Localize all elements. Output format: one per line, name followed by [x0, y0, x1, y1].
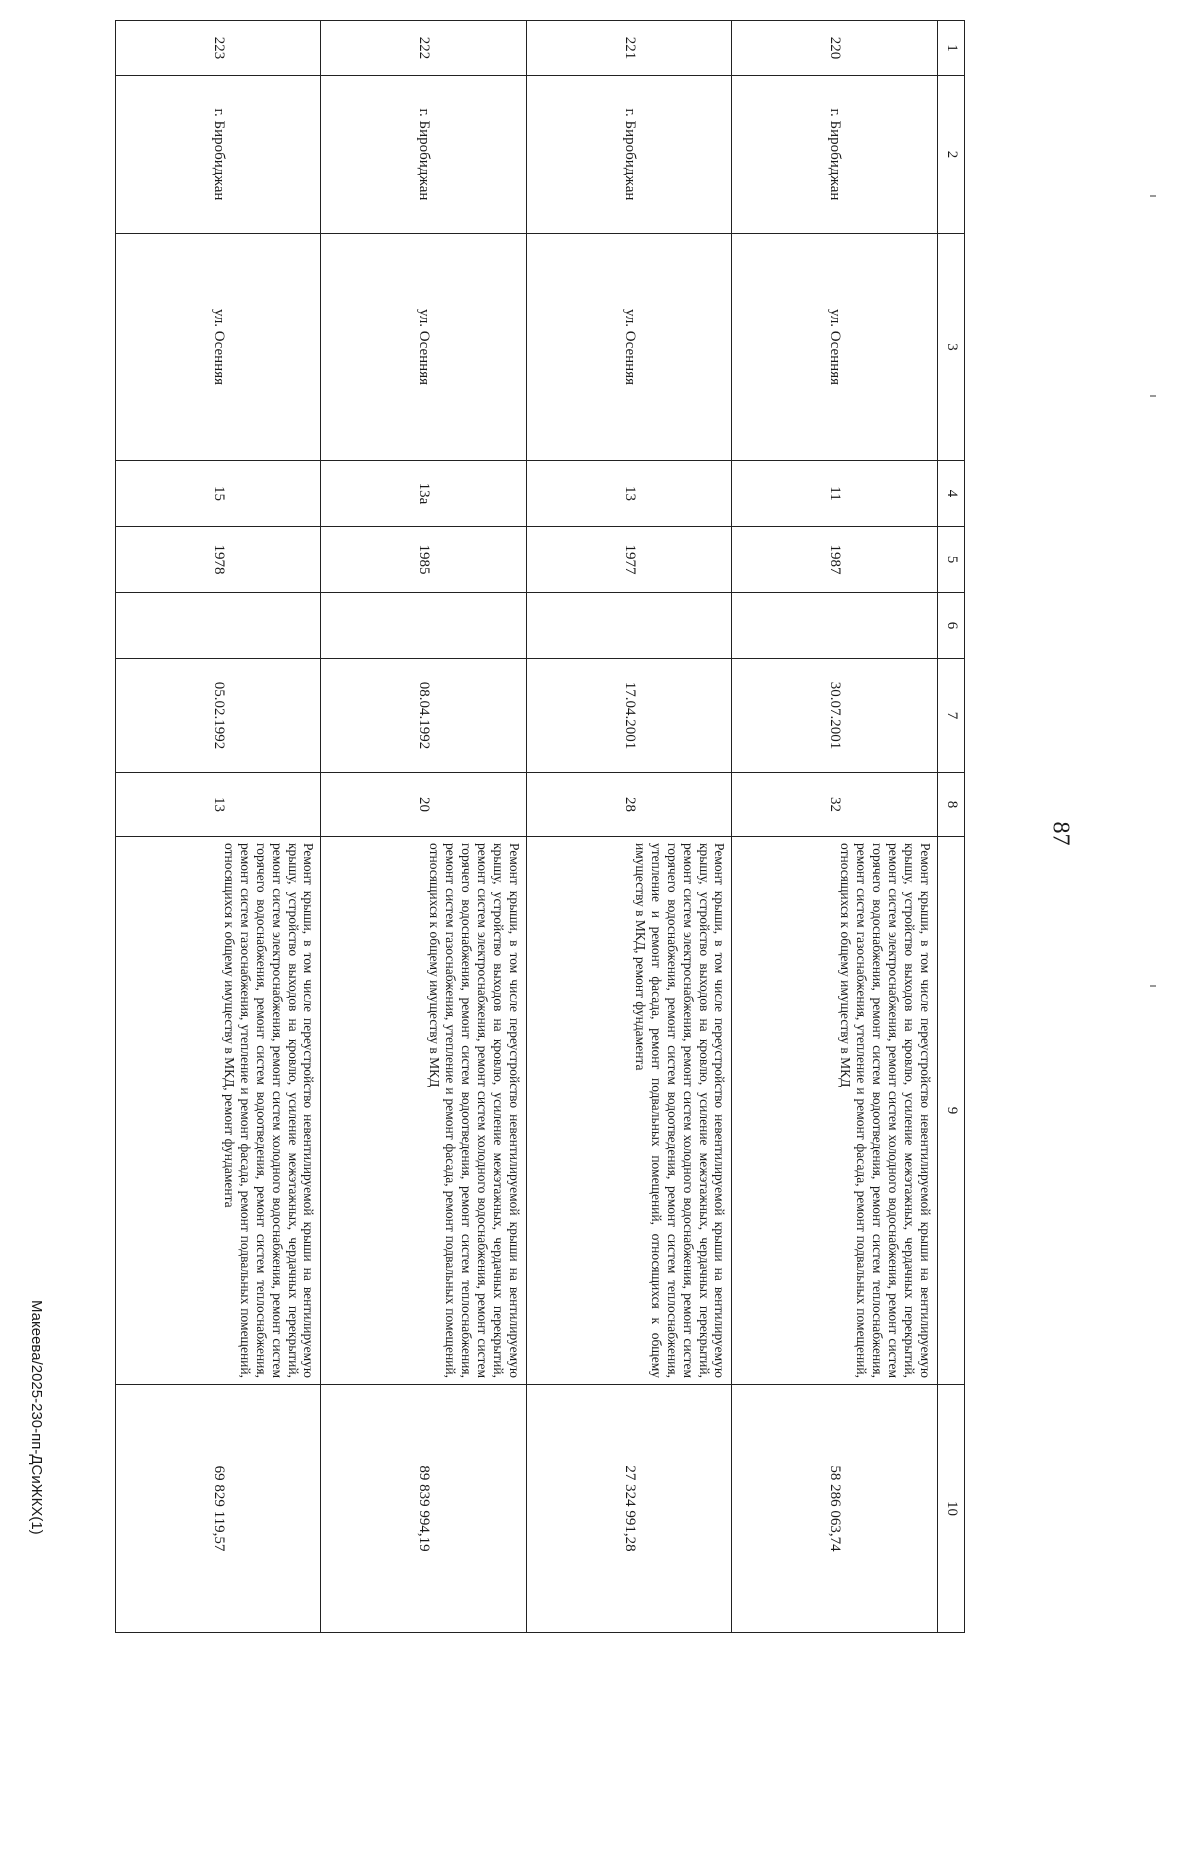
cost-cell: 58 286 063,74: [732, 1385, 938, 1633]
street-cell: ул. Осенняя: [321, 234, 527, 461]
empty-cell: [321, 593, 527, 659]
column-number-row: [938, 21, 965, 1633]
works-cell: Ремонт крыши, в том числе переустройство невентилируемой крыши на вентилируемую крышу, устройство выходов на кровлю, усиление межэтажных, чердачных перекрытий, ремонт систем электроснабжения, ремонт систем холодного водоснабжения, ремонт систем горячего водоснабжения, ремонт систем водоотведения, ремонт систем теплоснабжения, ремонт систем газоснабжения, утепление и ремонт фасада, ремонт подвальных помещений, относящихся к общему имуществу в МКД, ремонт фундамента: [116, 837, 322, 1385]
empty-cell: [732, 593, 938, 659]
document-footer: Макеева/2025-230-пп-ДСиЖКХ(1): [28, 1300, 45, 1535]
cost-cell: 27 324 991,28: [527, 1385, 733, 1633]
cost-cell: 89 839 994,19: [321, 1385, 527, 1633]
date-cell: 17.04.2001: [527, 659, 733, 773]
works-cell: Ремонт крыши, в том числе переустройство невентилируемой крыши на вентилируемую крышу, устройство выходов на кровлю, усиление межэтажных, чердачных перекрытий, ремонт систем электроснабжения, ремонт систем холодного водоснабжения, ремонт систем горячего водоснабжения, ремонт систем водоотведения, ремонт систем теплоснабжения, ремонт систем газоснабжения, утепление и ремонт фасада, ремонт подвальных помещений, относящихся к общему имуществу в МКД: [732, 837, 938, 1385]
count-cell: 28: [527, 773, 733, 837]
count-cell: 20: [321, 773, 527, 837]
repair-program-table: [115, 20, 965, 1633]
column-number: 8: [938, 773, 965, 837]
year-cell: 1977: [527, 527, 733, 593]
house-cell: 11: [732, 461, 938, 527]
year-cell: 1978: [116, 527, 322, 593]
table-row: [116, 21, 322, 1633]
street-cell: ул. Осенняя: [116, 234, 322, 461]
table-container: [115, 20, 965, 1632]
city-cell: г. Биробиджан: [527, 76, 733, 234]
scan-speck: [1150, 195, 1156, 197]
count-cell: 32: [732, 773, 938, 837]
column-number: 6: [938, 593, 965, 659]
city-cell: г. Биробиджан: [321, 76, 527, 234]
date-cell: 30.07.2001: [732, 659, 938, 773]
empty-cell: [116, 593, 322, 659]
table-row: [527, 21, 733, 1633]
empty-cell: [527, 593, 733, 659]
date-cell: 08.04.1992: [321, 659, 527, 773]
table-row: [732, 21, 938, 1633]
house-cell: 13а: [321, 461, 527, 527]
row-number: 222: [321, 21, 527, 76]
scan-speck: [1150, 395, 1156, 397]
works-cell: Ремонт крыши, в том числе переустройство невентилируемой крыши на вентилируемую крышу, устройство выходов на кровлю, усиление межэтажных, чердачных перекрытий, ремонт систем электроснабжения, ремонт систем холодного водоснабжения, ремонт систем горячего водоснабжения, ремонт систем водоотведения, ремонт систем теплоснабжения, ремонт систем газоснабжения, утепление и ремонт фасада, ремонт подвальных помещений, относящихся к общему имуществу в МКД: [321, 837, 527, 1385]
date-cell: 05.02.1992: [116, 659, 322, 773]
table-row: [321, 21, 527, 1633]
row-number: 223: [116, 21, 322, 76]
column-number: 3: [938, 234, 965, 461]
street-cell: ул. Осенняя: [527, 234, 733, 461]
cost-cell: 69 829 119,57: [116, 1385, 322, 1633]
city-cell: г. Биробиджан: [116, 76, 322, 234]
page-number: 87: [1047, 821, 1074, 846]
column-number: 10: [938, 1385, 965, 1633]
year-cell: 1987: [732, 527, 938, 593]
row-number: 220: [732, 21, 938, 76]
column-number: 1: [938, 21, 965, 76]
house-cell: 15: [116, 461, 322, 527]
city-cell: г. Биробиджан: [732, 76, 938, 234]
column-number: 9: [938, 837, 965, 1385]
column-number: 5: [938, 527, 965, 593]
year-cell: 1985: [321, 527, 527, 593]
works-cell: Ремонт крыши, в том числе переустройство невентилируемой крыши на вентилируемую крышу, устройство выходов на кровлю, усиление межэтажных, чердачных перекрытий, ремонт систем электроснабжения, ремонт систем холодного водоснабжения, ремонт систем горячего водоснабжения, ремонт систем водоотведения, ремонт систем теплоснабжения, утепление и ремонт фасада, ремонт подвальных помещений, относящихся к общему имуществу в МКД, ремонт фундамента: [527, 837, 733, 1385]
house-cell: 13: [527, 461, 733, 527]
rotated-table-frame: [115, 20, 965, 1632]
column-number: 2: [938, 76, 965, 234]
count-cell: 13: [116, 773, 322, 837]
column-number: 4: [938, 461, 965, 527]
scan-speck: [1150, 985, 1156, 987]
column-number: 7: [938, 659, 965, 773]
row-number: 221: [527, 21, 733, 76]
street-cell: ул. Осенняя: [732, 234, 938, 461]
